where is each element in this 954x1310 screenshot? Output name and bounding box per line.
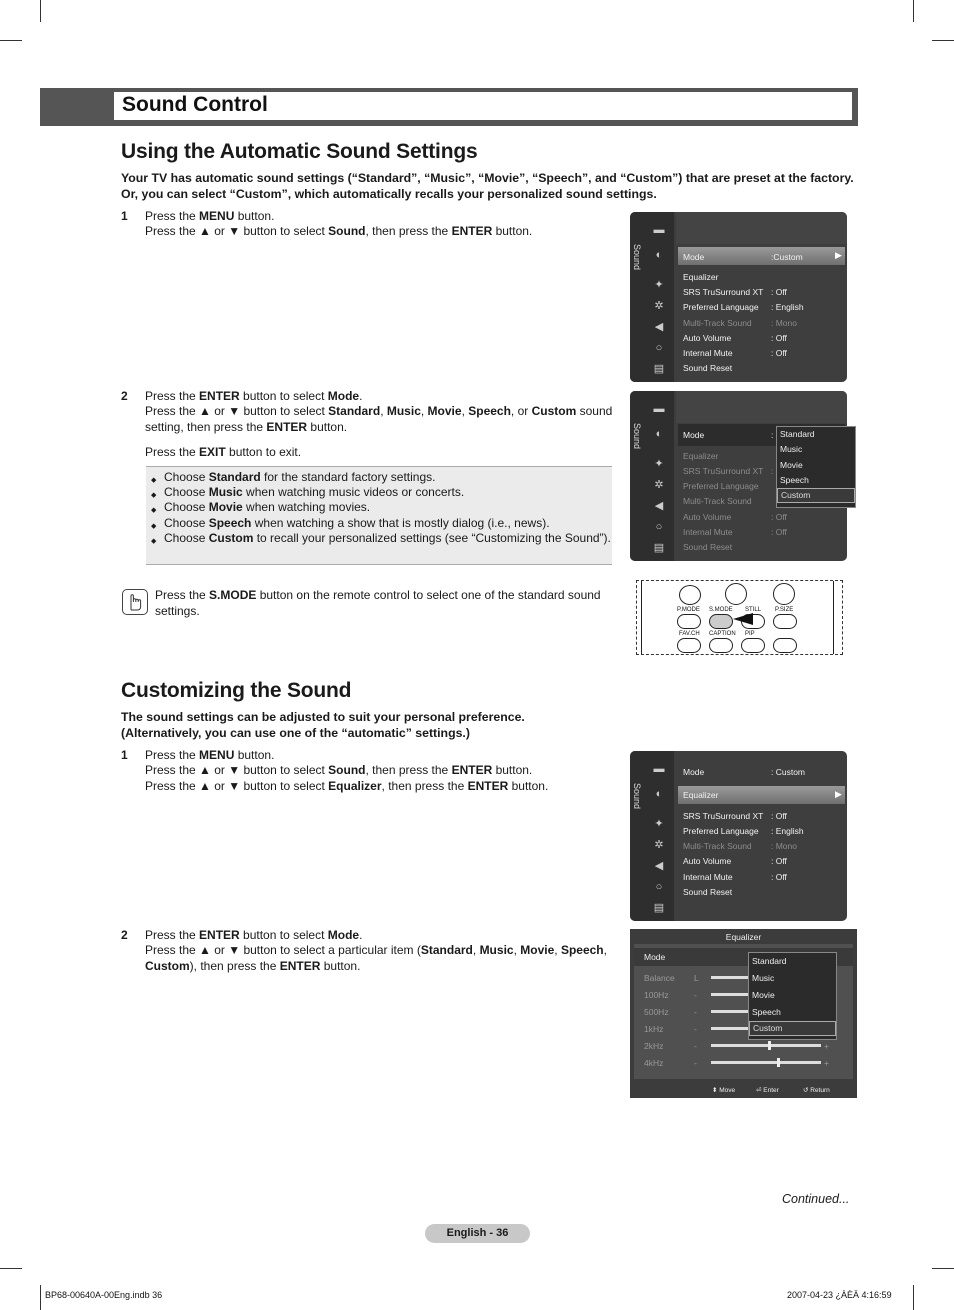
osd-item-autovolume[interactable]: Auto Volume xyxy=(683,333,732,343)
osd-value: : xyxy=(771,430,774,440)
step-line: setting, then press the ENTER button. xyxy=(145,419,348,434)
bullet-item: ◆ Choose Speech when watching a show that is mostly dialog (i.e., news). xyxy=(164,516,612,531)
osd-item-autovolume[interactable]: Auto Volume xyxy=(683,856,732,866)
osd-side-label: Sound xyxy=(632,423,642,450)
note-hand-icon xyxy=(122,589,148,615)
osd-value: : Off xyxy=(771,512,787,522)
osd-value: : Off xyxy=(771,811,787,821)
osd-item-language[interactable]: Preferred Language xyxy=(683,302,759,312)
note-smode: Press the S.MODE button on the remote control to select one of the standard sound settings. xyxy=(155,588,601,618)
step-line: Press the ▲ or ▼ button to select Equalizer, then press the ENTER button. xyxy=(145,778,549,793)
osd-item-soundreset[interactable]: Sound Reset xyxy=(683,887,733,897)
eq-band-minus: - xyxy=(694,1041,697,1051)
footer-return-label: Return xyxy=(810,1087,830,1094)
osd-item-equalizer[interactable]: Equalizer xyxy=(683,272,719,282)
osd-item-srs[interactable]: SRS TruSurround XT xyxy=(683,287,764,297)
osd-item-language[interactable]: Preferred Language xyxy=(683,826,759,836)
section-banner xyxy=(40,88,858,126)
footer-timestamp: 2007-04-23 ¿ÀÈÄ 4:16:59 xyxy=(787,1290,892,1300)
osd-item-soundreset: Sound Reset xyxy=(683,542,733,552)
bullet-item: ◆ Choose Movie when watching movies. xyxy=(164,500,612,515)
crop-mark xyxy=(40,0,41,22)
crop-mark xyxy=(0,1268,22,1269)
continued-label: Continued... xyxy=(782,1192,850,1206)
bullet-item: ◆ Choose Music when watching music videos or concerts. xyxy=(164,485,612,500)
setup-icon: ✲ xyxy=(654,479,664,491)
remote-label: PIP xyxy=(745,631,755,637)
footer-move xyxy=(712,1086,735,1094)
eq-mode-label[interactable]: Mode xyxy=(644,952,666,962)
equalizer-title: Equalizer xyxy=(725,932,762,942)
step-line: Press the ▲ or ▼ button to select a particular item (Standard, Music, Movie, Speech, xyxy=(145,943,607,958)
osd-value: : Mono xyxy=(771,841,797,851)
channel-icon: ✦ xyxy=(654,458,664,470)
arrow-right-icon: ▶ xyxy=(835,250,842,260)
osd-value: : Custom xyxy=(771,767,806,777)
psize-button xyxy=(773,614,797,629)
osd-value: : Mono xyxy=(771,318,797,328)
step-line: Press the ENTER button to select Mode. xyxy=(145,389,363,403)
eq-band-minus: - xyxy=(694,1024,697,1034)
osd-value: : Off xyxy=(771,287,787,297)
bullet-item: ◆ Choose Custom to recall your personalized settings (see “Customizing the Sound”). xyxy=(164,531,612,546)
step-number: 1 xyxy=(121,748,128,762)
osd-value: : Off xyxy=(771,348,787,358)
osd-item-autovolume: Auto Volume xyxy=(683,512,732,522)
intro-line: Your TV has automatic sound settings (“Standard”, “Music”, “Movie”, “Speech”, and “Custom”) that are preset at the factory. xyxy=(121,171,854,185)
eq-slider-knob[interactable] xyxy=(777,1058,780,1067)
mode-option-standard[interactable]: Standard xyxy=(780,429,815,439)
step-line: Press the EXIT button to exit. xyxy=(145,444,302,459)
intro-line: (Alternatively, you can use one of the “automatic” settings.) xyxy=(121,726,470,740)
setup-icon: ✲ xyxy=(654,300,664,312)
crop-mark xyxy=(40,1285,41,1310)
sound-icon: ◐ xyxy=(655,249,663,261)
crop-mark xyxy=(932,1268,954,1269)
remote-label: STILL xyxy=(745,607,762,613)
channel-icon: ✦ xyxy=(654,279,664,291)
osd-side-label: Sound xyxy=(632,783,642,810)
favch-button xyxy=(677,638,701,653)
remote-control-image xyxy=(636,580,843,655)
updown-icon: ⬍ xyxy=(712,1087,718,1094)
eq-band-plus: + xyxy=(824,1058,829,1068)
application-icon: ○ xyxy=(655,342,663,354)
section-title: Sound Control xyxy=(122,93,268,116)
osd-value: : Off xyxy=(771,856,787,866)
channel-icon: ✦ xyxy=(654,818,664,830)
osd-value: : Off xyxy=(771,872,787,882)
remote-label: CAPTION xyxy=(709,631,736,637)
mode-option-standard[interactable]: Standard xyxy=(752,956,787,966)
mode-option-custom[interactable]: Custom xyxy=(777,488,855,503)
eq-band-label: 2kHz xyxy=(644,1041,664,1051)
smode-button xyxy=(709,614,733,629)
crop-mark xyxy=(932,40,954,41)
osd-sound-menu-equalizer xyxy=(630,751,847,921)
remote-label: P.SIZE xyxy=(775,607,794,613)
pmode-button xyxy=(677,614,701,629)
mode-option-speech[interactable]: Speech xyxy=(780,474,809,485)
mode-bullet-list xyxy=(146,466,612,565)
sound-icon: ◐ xyxy=(655,428,663,440)
osd-item-equalizer: Equalizer xyxy=(683,451,719,461)
osd-item-multitrack: Multi-Track Sound xyxy=(683,318,752,328)
intro-line: The sound settings can be adjusted to suit your personal preference. xyxy=(121,710,525,724)
support-icon: ▤ xyxy=(653,363,665,375)
mode-option-movie[interactable]: Movie xyxy=(780,459,803,470)
step-number: 2 xyxy=(121,389,128,403)
step-line: Press the ▲ or ▼ button to select Sound, then press the ENTER button. xyxy=(145,763,533,778)
eq-band-label: 100Hz xyxy=(644,990,669,1000)
osd-value: : Off xyxy=(771,333,787,343)
support-icon: ▤ xyxy=(653,542,665,554)
step-2-text xyxy=(145,928,623,974)
mode-option-custom[interactable]: Custom xyxy=(749,1021,836,1036)
eq-balance-label: Balance xyxy=(644,973,675,983)
footer-return xyxy=(803,1086,830,1094)
mode-option-speech[interactable]: Speech xyxy=(752,1007,781,1017)
input-icon: ◀ xyxy=(654,500,664,512)
page-number: English - 36 xyxy=(425,1224,530,1243)
osd-item-equalizer[interactable]: Equalizer xyxy=(683,790,719,800)
picture-icon: ▬ xyxy=(653,403,665,415)
mode-options-popup xyxy=(776,426,856,508)
remote-edge xyxy=(833,581,838,654)
eq-band-label: 500Hz xyxy=(644,1007,669,1017)
input-icon: ◀ xyxy=(654,321,664,333)
eq-balance-l: L xyxy=(694,973,699,983)
step-line: Press the ▲ or ▼ button to select Standard, Music, Movie, Speech, or Custom sound xyxy=(145,404,613,419)
heading-automatic-sound: Using the Automatic Sound Settings xyxy=(121,140,478,163)
osd-item-mode[interactable]: Mode xyxy=(683,767,705,777)
application-icon: ○ xyxy=(655,881,663,893)
osd-item-srs[interactable]: SRS TruSurround XT xyxy=(683,811,764,821)
osd-sound-menu xyxy=(630,212,847,382)
mode-option-music[interactable]: Music xyxy=(752,973,775,983)
pointer-arrow-icon xyxy=(733,613,753,625)
intro-customizing xyxy=(121,709,721,741)
return-icon: ↺ xyxy=(803,1087,809,1094)
eq-mode-options-popup xyxy=(748,952,837,1040)
eq-band-label: 4kHz xyxy=(644,1058,664,1068)
return-icon xyxy=(679,585,701,605)
osd-item-mode[interactable]: Mode xyxy=(683,252,705,262)
step-line: Custom), then press the ENTER button. xyxy=(145,958,361,973)
caption-button xyxy=(709,638,733,653)
eq-band-minus: - xyxy=(694,990,697,1000)
step-number: 2 xyxy=(121,928,128,942)
osd-item-mode[interactable]: Mode xyxy=(683,430,705,440)
crop-mark xyxy=(0,40,22,41)
pip-button xyxy=(741,638,765,653)
eq-band-minus: - xyxy=(694,1058,697,1068)
osd-value: : xyxy=(771,466,774,476)
up-button xyxy=(773,638,797,653)
step-1-text xyxy=(145,748,615,794)
bullet-item: ◆ Choose Standard for the standard factory settings. xyxy=(164,470,612,485)
step-number: 1 xyxy=(121,209,128,223)
eq-band-slider[interactable] xyxy=(711,1061,821,1064)
step-line: Press the MENU button. xyxy=(145,748,275,762)
crop-mark xyxy=(913,0,914,22)
osd-item-internalmute[interactable]: Internal Mute xyxy=(683,872,733,882)
picture-icon: ▬ xyxy=(653,763,665,775)
crop-mark xyxy=(913,1285,914,1310)
osd-side-label: Sound xyxy=(632,244,642,271)
osd-item-multitrack: Multi-Track Sound xyxy=(683,841,752,851)
eq-slider-knob[interactable] xyxy=(768,1041,771,1050)
eq-band-label: 1kHz xyxy=(644,1024,664,1034)
sound-icon: ◐ xyxy=(655,788,663,800)
remote-label: FAV.CH xyxy=(679,631,700,637)
osd-item-srs: SRS TruSurround XT xyxy=(683,466,764,476)
enter-icon: ⏎ xyxy=(756,1087,762,1094)
remote-round-button xyxy=(725,583,747,605)
eq-band-slider[interactable] xyxy=(711,1044,821,1047)
intro-line: Or, you can select “Custom”, which automatically recalls your personalized sound settings. xyxy=(121,187,657,201)
step-line: Press the ▲ or ▼ button to select Sound, then press the ENTER button. xyxy=(145,224,533,239)
osd-item-language: Preferred Language xyxy=(683,481,759,491)
intro-automatic xyxy=(121,170,861,202)
osd-value: : English xyxy=(771,826,804,836)
support-icon: ▤ xyxy=(653,902,665,914)
step-1-text xyxy=(145,209,615,240)
picture-icon: ▬ xyxy=(653,224,665,236)
remote-round-button xyxy=(773,583,795,605)
remote-label: S.MODE xyxy=(709,607,733,613)
step-line: Press the MENU button. xyxy=(145,209,275,223)
step-2-text xyxy=(145,389,623,460)
osd-value: : English xyxy=(771,302,804,312)
footer-enter xyxy=(756,1086,779,1094)
arrow-right-icon: ▶ xyxy=(835,789,842,799)
osd-value: : Off xyxy=(771,527,787,537)
remote-label: P.MODE xyxy=(677,607,700,613)
mode-option-music[interactable]: Music xyxy=(780,444,803,455)
input-icon: ◀ xyxy=(654,860,664,872)
application-icon: ○ xyxy=(655,521,663,533)
osd-item-multitrack: Multi-Track Sound xyxy=(683,496,752,506)
step-line: Press the ENTER button to select Mode. xyxy=(145,928,363,942)
osd-value: :Custom xyxy=(771,252,803,262)
osd-item-internalmute: Internal Mute xyxy=(683,527,733,537)
footer-enter-label: Enter xyxy=(763,1087,779,1094)
eq-band-minus: - xyxy=(694,1007,697,1017)
footer-file: BP68-00640A-00Eng.indb 36 xyxy=(45,1290,163,1300)
eq-band-plus: + xyxy=(824,1041,829,1051)
setup-icon: ✲ xyxy=(654,839,664,851)
footer-move-label: Move xyxy=(719,1087,736,1094)
osd-item-soundreset[interactable]: Sound Reset xyxy=(683,363,733,373)
heading-customizing-sound: Customizing the Sound xyxy=(121,679,352,702)
mode-option-movie[interactable]: Movie xyxy=(752,990,775,1000)
osd-item-internalmute[interactable]: Internal Mute xyxy=(683,348,733,358)
remote-edge xyxy=(637,581,642,654)
